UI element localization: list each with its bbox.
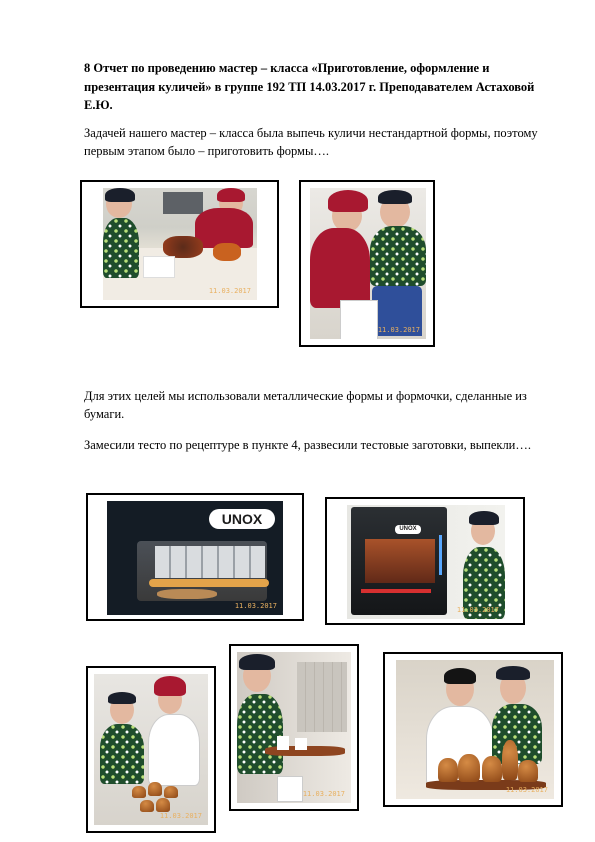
photo-frame-2 (299, 180, 435, 347)
photo-frame-3 (86, 493, 304, 621)
photo-date-stamp: 11.03.2017 (302, 790, 345, 798)
photo-making-forms (103, 188, 257, 300)
photo-date-stamp: 11.03.2017 (456, 606, 499, 614)
photo-paper-forms (310, 188, 426, 339)
report-heading: 8 Отчет по проведению мастер – класса «Приготовление, оформление и презентация куличей» в группе 192 ТП 14.03.2017 г. Преподавателем Астаховой Е.Ю. (84, 61, 535, 112)
photo-frame-6 (229, 644, 359, 811)
unox-logo: UNOX (209, 509, 275, 529)
photo-date-stamp: 11.03.2017 (208, 287, 251, 295)
photo-kulichi-presentation (396, 660, 554, 799)
photo-frame-1 (80, 180, 279, 308)
photo-frame-7 (383, 652, 563, 807)
unox-logo: UNOX (395, 525, 421, 534)
photo-oven-student (347, 505, 505, 619)
paragraph-task: Задачей нашего мастер – класса была выпечь куличи нестандартной формы, поэтому первым этапом было – приготовить формы…. (84, 126, 538, 158)
photo-date-stamp: 11.03.2017 (159, 812, 202, 820)
photo-date-stamp: 11.03.2017 (234, 602, 277, 610)
photo-student-tray (237, 652, 351, 803)
paragraph-forms: Для этих целей мы использовали металлические формы и формочки, сделанные из бумаги. (84, 389, 527, 421)
photo-frame-4 (325, 497, 525, 625)
paragraph-baking: Замесили тесто по рецептуре в пункте 4, развесили тестовые заготовки, выпекли…. (84, 438, 531, 452)
photo-date-stamp: 11.03.2017 (505, 786, 548, 794)
photo-frame-5 (86, 666, 216, 833)
photo-oven-closeup (107, 501, 283, 615)
photo-date-stamp: 11.03.2017 (377, 326, 420, 334)
photo-students-kulichi (94, 674, 208, 825)
